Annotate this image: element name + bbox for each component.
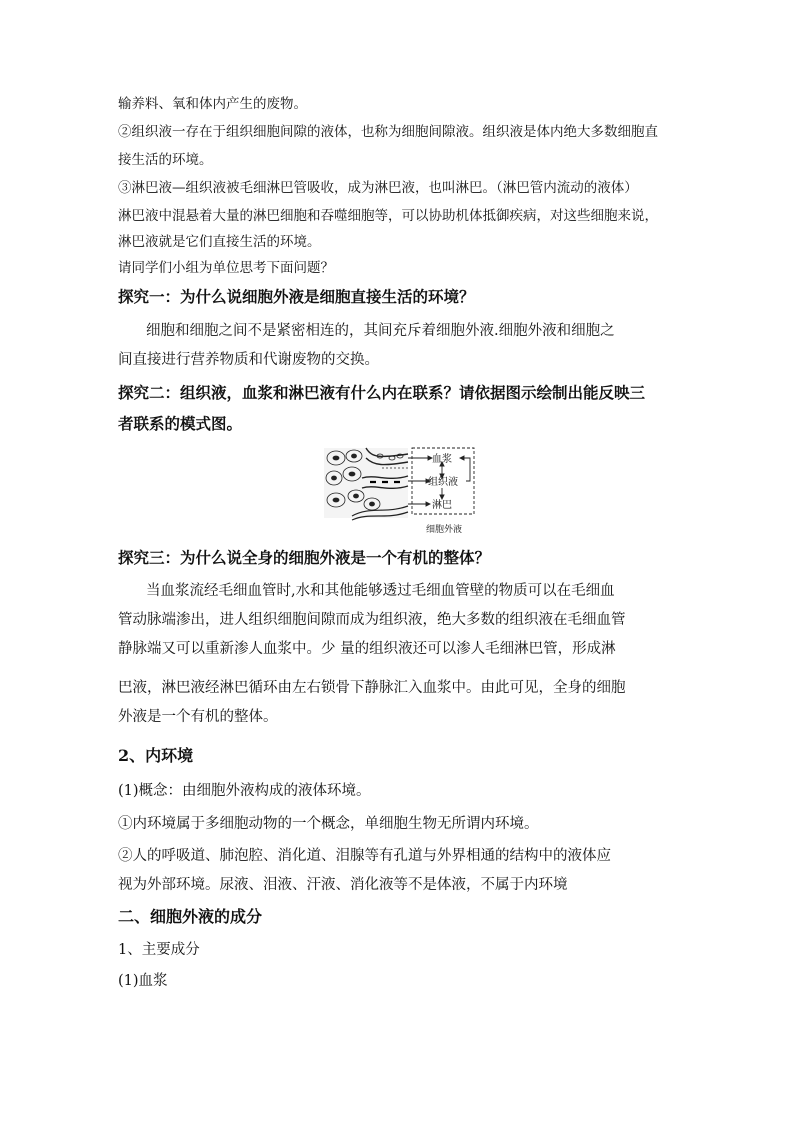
text-line: ②人的呼吸道、肺泡腔、消化道、泪腺等有孔道与外界相通的结构中的液体应 — [118, 848, 611, 864]
section-heading: 二、细胞外液的成分 — [118, 907, 263, 926]
text-line: 淋巴液中混悬着大量的淋巴细胞和吞噬细胞等，可以协助机体抵御疾病，对这些细胞来说， — [118, 208, 658, 224]
text-line: 1、主要成分 — [118, 942, 200, 958]
label-plasma: 血浆 — [432, 454, 452, 465]
text-line: 请同学们小组为单位思考下面问题？ — [118, 260, 334, 276]
question-heading: 探究三：为什么说全身的细胞外液是一个有机的整体？ — [118, 548, 491, 567]
text-line: 接生活的环境。 — [118, 152, 213, 168]
label-lymph: 淋巴 — [432, 500, 452, 511]
text-line: ②组织液一存在于组织细胞间隙的液体，也称为细胞间隙液。组织液是体内绝大多数细胞直 — [118, 124, 658, 140]
question-heading: 探究二：组织液，血浆和淋巴液有什么内在联系？请依据图示绘制出能反映三 — [118, 383, 646, 402]
text-line: 静脉端又可以重新渗人血浆中。少 量的组织液还可以渗人毛细淋巴管，形成淋 — [118, 641, 616, 657]
text-line: 管动脉端渗出，进人组织细胞间隙而成为组织液，绝大多数的组织液在毛细血管 — [118, 612, 626, 628]
figure-caption: 细胞外液 — [426, 525, 463, 535]
text-line: ③淋巴液—组织液被毛细淋巴管吸收，成为淋巴液，也叫淋巴。（淋巴管内流动的液体） — [118, 180, 638, 196]
question-heading: 探究一：为什么说细胞外液是细胞直接生活的环境？ — [118, 287, 475, 306]
text-line: 淋巴液就是它们直接生活的环境。 — [118, 234, 321, 250]
text-line: 细胞和细胞之间不是紧密相连的，其间充斥着细胞外液.细胞外液和细胞之 — [146, 323, 615, 339]
text-line: (1)血浆 — [118, 973, 168, 989]
text-line: 视为外部环境。尿液、泪液、汗液、消化液等不是体液，不属于内环境 — [118, 877, 568, 893]
figure-drawing — [322, 444, 478, 540]
text-line: 输养料、氧和体内产生的废物。 — [118, 96, 307, 112]
text-line: (1)概念：由细胞外液构成的液体环境。 — [118, 783, 371, 799]
label-tissue-fluid: 组织液 — [428, 477, 458, 488]
text-line: 当血浆流经毛细血管时,水和其他能够透过毛细血管壁的物质可以在毛细血 — [146, 583, 615, 599]
text-line: ①内环境属于多细胞动物的一个概念，单细胞生物无所谓内环境。 — [118, 816, 539, 832]
extracellular-fluid-figure — [322, 444, 478, 540]
tissue-illustration — [324, 448, 408, 520]
text-line: 间直接进行营养物质和代谢废物的交换。 — [118, 352, 379, 368]
section-heading: 2、内环境 — [118, 746, 194, 765]
text-line: 巴液，淋巴液经淋巴循环由左右锁骨下静脉汇入血浆中。由此可见，全身的细胞 — [118, 680, 626, 696]
text-line: 外液是一个有机的整体。 — [118, 709, 278, 725]
question-heading: 者联系的模式图。 — [118, 414, 243, 433]
